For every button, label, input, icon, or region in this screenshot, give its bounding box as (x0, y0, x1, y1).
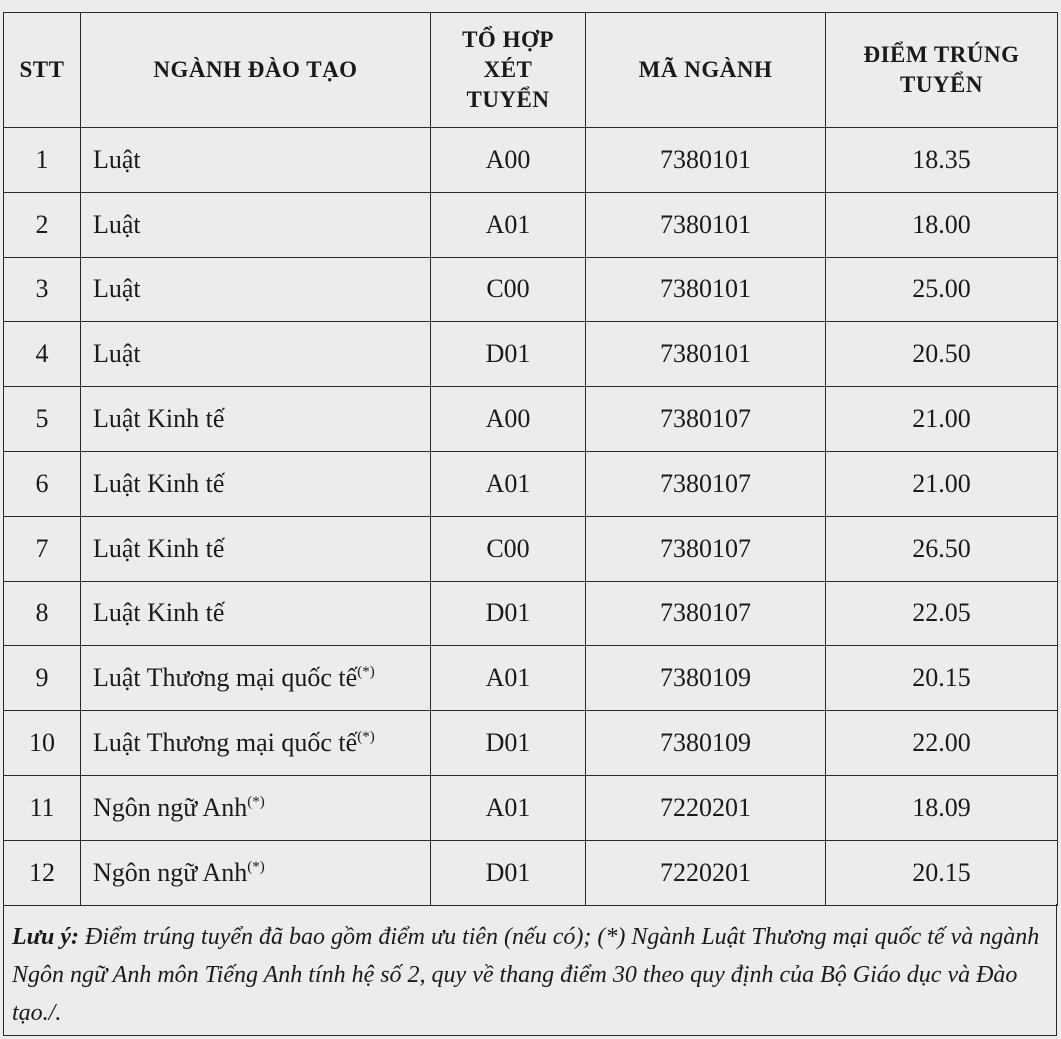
cell-major: Luật Kinh tế (81, 387, 431, 452)
cell-combo: A00 (431, 128, 586, 193)
cell-combo: D01 (431, 322, 586, 387)
cell-code: 7380109 (586, 646, 826, 711)
cell-combo: D01 (431, 711, 586, 776)
cell-major: Luật (81, 257, 431, 322)
table-row (4, 646, 1058, 711)
table-row (4, 775, 1058, 840)
cell-combo: A01 (431, 775, 586, 840)
header-combo-line-3: TUYỂN (466, 87, 550, 112)
cell-major: Luật Kinh tế (81, 581, 431, 646)
cell-code: 7380107 (586, 516, 826, 581)
cell-stt: 12 (4, 840, 81, 905)
cell-combo: C00 (431, 257, 586, 322)
table-row (4, 387, 1058, 452)
cell-code: 7380101 (586, 192, 826, 257)
cell-major: Ngôn ngữ Anh(*) (81, 775, 431, 840)
cell-score: 21.00 (826, 451, 1058, 516)
footnote (3, 904, 1057, 1036)
cell-score: 18.09 (826, 775, 1058, 840)
cell-major: Luật Kinh tế (81, 516, 431, 581)
table-row (4, 128, 1058, 193)
header-combo-line-1: TỔ HỢP (462, 27, 554, 52)
cell-stt: 7 (4, 516, 81, 581)
header-score-line-1: ĐIỂM TRÚNG (863, 42, 1020, 67)
cell-score: 22.05 (826, 581, 1058, 646)
cell-combo: D01 (431, 581, 586, 646)
cell-stt: 4 (4, 322, 81, 387)
cell-combo: A01 (431, 192, 586, 257)
footnote-marker: (*) (357, 729, 375, 746)
cell-major: Luật Thương mại quốc tế(*) (81, 646, 431, 711)
cell-code: 7380101 (586, 257, 826, 322)
cell-stt: 8 (4, 581, 81, 646)
cell-major: Luật Kinh tế (81, 451, 431, 516)
cell-stt: 3 (4, 257, 81, 322)
header-code: MÃ NGÀNH (586, 13, 826, 128)
cell-code: 7220201 (586, 775, 826, 840)
cell-score: 25.00 (826, 257, 1058, 322)
cell-score: 18.35 (826, 128, 1058, 193)
cell-stt: 11 (4, 775, 81, 840)
cell-combo: D01 (431, 840, 586, 905)
table-body (4, 128, 1058, 906)
cell-code: 7380107 (586, 387, 826, 452)
cell-score: 20.50 (826, 322, 1058, 387)
header-stt: STT (4, 13, 81, 128)
cell-code: 7380107 (586, 581, 826, 646)
cell-major: Ngôn ngữ Anh(*) (81, 840, 431, 905)
footnote-marker: (*) (247, 793, 265, 810)
cell-code: 7380107 (586, 451, 826, 516)
cell-code: 7380109 (586, 711, 826, 776)
cell-score: 21.00 (826, 387, 1058, 452)
cell-major: Luật (81, 322, 431, 387)
header-combo-line-2: XÉT (483, 57, 533, 82)
table-row (4, 516, 1058, 581)
cell-stt: 9 (4, 646, 81, 711)
cell-major: Luật Thương mại quốc tế(*) (81, 711, 431, 776)
cell-code: 7380101 (586, 322, 826, 387)
cell-code: 7380101 (586, 128, 826, 193)
table-header-row (4, 13, 1058, 128)
cell-score: 20.15 (826, 646, 1058, 711)
cell-score: 20.15 (826, 840, 1058, 905)
cell-code: 7220201 (586, 840, 826, 905)
cell-major: Luật (81, 128, 431, 193)
cell-score: 18.00 (826, 192, 1058, 257)
header-major: NGÀNH ĐÀO TẠO (81, 13, 431, 128)
table-row (4, 257, 1058, 322)
table-row (4, 451, 1058, 516)
footnote-label: Lưu ý: (12, 924, 80, 950)
table-row (4, 711, 1058, 776)
cell-score: 26.50 (826, 516, 1058, 581)
cell-major: Luật (81, 192, 431, 257)
cell-combo: A01 (431, 646, 586, 711)
admission-score-table (3, 12, 1058, 906)
header-score (826, 13, 1058, 128)
cell-stt: 6 (4, 451, 81, 516)
footnote-marker: (*) (247, 858, 265, 875)
cell-stt: 1 (4, 128, 81, 193)
header-score-line-2: TUYỂN (899, 72, 983, 97)
cell-score: 22.00 (826, 711, 1058, 776)
table-row (4, 581, 1058, 646)
footnote-marker: (*) (357, 664, 375, 681)
cell-combo: A01 (431, 451, 586, 516)
cell-stt: 2 (4, 192, 81, 257)
table-row (4, 192, 1058, 257)
cell-combo: A00 (431, 387, 586, 452)
cell-combo: C00 (431, 516, 586, 581)
table-row (4, 840, 1058, 905)
header-combo (431, 13, 586, 128)
footnote-text: Điểm trúng tuyển đã bao gồm điểm ưu tiên (nếu có); (*) Ngành Luật Thương mại quốc tế và ngành Ngôn ngữ Anh môn Tiếng Anh tính hệ số 2, quy về thang điểm 30 theo quy định của Bộ Giáo dục và Đào tạo./. (12, 924, 1040, 1026)
cell-stt: 10 (4, 711, 81, 776)
table-row (4, 322, 1058, 387)
cell-stt: 5 (4, 387, 81, 452)
